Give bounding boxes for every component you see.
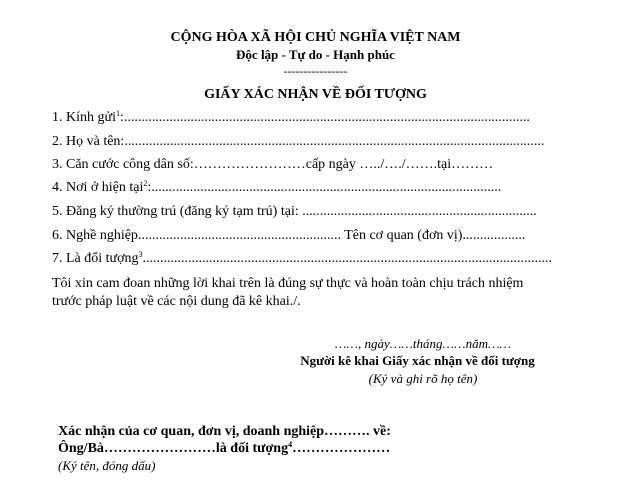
form-title: GIẤY XÁC NHẬN VỀ ĐỐI TƯỢNG bbox=[204, 87, 427, 102]
footnote-ref: 2 bbox=[143, 179, 148, 188]
field-label-employer: Tên cơ quan (đơn vị) bbox=[344, 228, 463, 243]
confirmation-text: Ông/Bà……………………là đối tượng bbox=[58, 441, 289, 456]
header-divider: ---------------- bbox=[283, 64, 348, 78]
motto: Độc lập - Tự do - Hạnh phúc bbox=[236, 47, 395, 62]
field-fill: .................. bbox=[462, 228, 526, 243]
field-current-address bbox=[52, 180, 501, 196]
field-fill: :.................................................................................................... bbox=[147, 180, 502, 195]
field-label: 2. Họ và tên: bbox=[52, 134, 125, 149]
footnote-ref: 1 bbox=[115, 109, 120, 118]
national-title: CỘNG HÒA XÃ HỘI CHỦ NGHĨA VIỆT NAM bbox=[170, 30, 461, 45]
field-label: 1. Kính gửi bbox=[52, 110, 116, 125]
field-recipient bbox=[52, 110, 530, 126]
field-fill: ........................................................................................................................ bbox=[124, 134, 545, 149]
signature-declarant: Người kê khai Giấy xác nhận về đối tượng bbox=[300, 353, 535, 368]
field-subject-type bbox=[52, 251, 552, 267]
commitment-line-1: Tôi xin cam đoan những lời khai trên là đúng sự thực và hoàn toàn chịu trách nhiệm bbox=[52, 276, 524, 291]
field-label: 5. Đăng ký thường trú (đăng ký tạm trú) tại: bbox=[52, 204, 299, 219]
field-fill: .......................................................... bbox=[137, 228, 345, 243]
confirmation-line-1: Xác nhận của cơ quan, đơn vị, doanh nghiệp………. về: bbox=[58, 424, 391, 439]
field-fill: ..................................................................................................................... bbox=[142, 251, 553, 266]
field-fill: ................................................................... bbox=[298, 204, 537, 219]
commitment-line-2: trước pháp luật về các nội dung đã kê khai./. bbox=[52, 294, 301, 309]
field-occupation bbox=[52, 228, 525, 244]
field-fullname bbox=[52, 134, 544, 150]
footnote-ref: 4 bbox=[288, 440, 293, 449]
field-label: 7. Là đối tượng bbox=[52, 251, 139, 266]
field-fill: ……………………cấp ngày …../…./…….tại……… bbox=[193, 157, 494, 172]
confirmation-line-2 bbox=[58, 441, 390, 457]
field-label: 6. Nghề nghiệp bbox=[52, 228, 138, 243]
footnote-ref: 3 bbox=[138, 250, 143, 259]
field-fill: :.................................................................................................................... bbox=[119, 110, 530, 125]
confirmation-note: (Ký tên, đóng dấu) bbox=[58, 458, 156, 473]
field-label: 3. Căn cước công dân số: bbox=[52, 157, 194, 172]
field-label: 4. Nơi ở hiện tại bbox=[52, 180, 144, 195]
confirmation-fill: ………………… bbox=[292, 441, 391, 456]
field-citizen-id bbox=[52, 157, 493, 173]
signature-note: (Ký và ghi rõ họ tên) bbox=[368, 371, 478, 386]
field-registered-residence bbox=[52, 204, 537, 220]
signature-date-line: ……, ngày……tháng……năm…… bbox=[334, 336, 512, 351]
